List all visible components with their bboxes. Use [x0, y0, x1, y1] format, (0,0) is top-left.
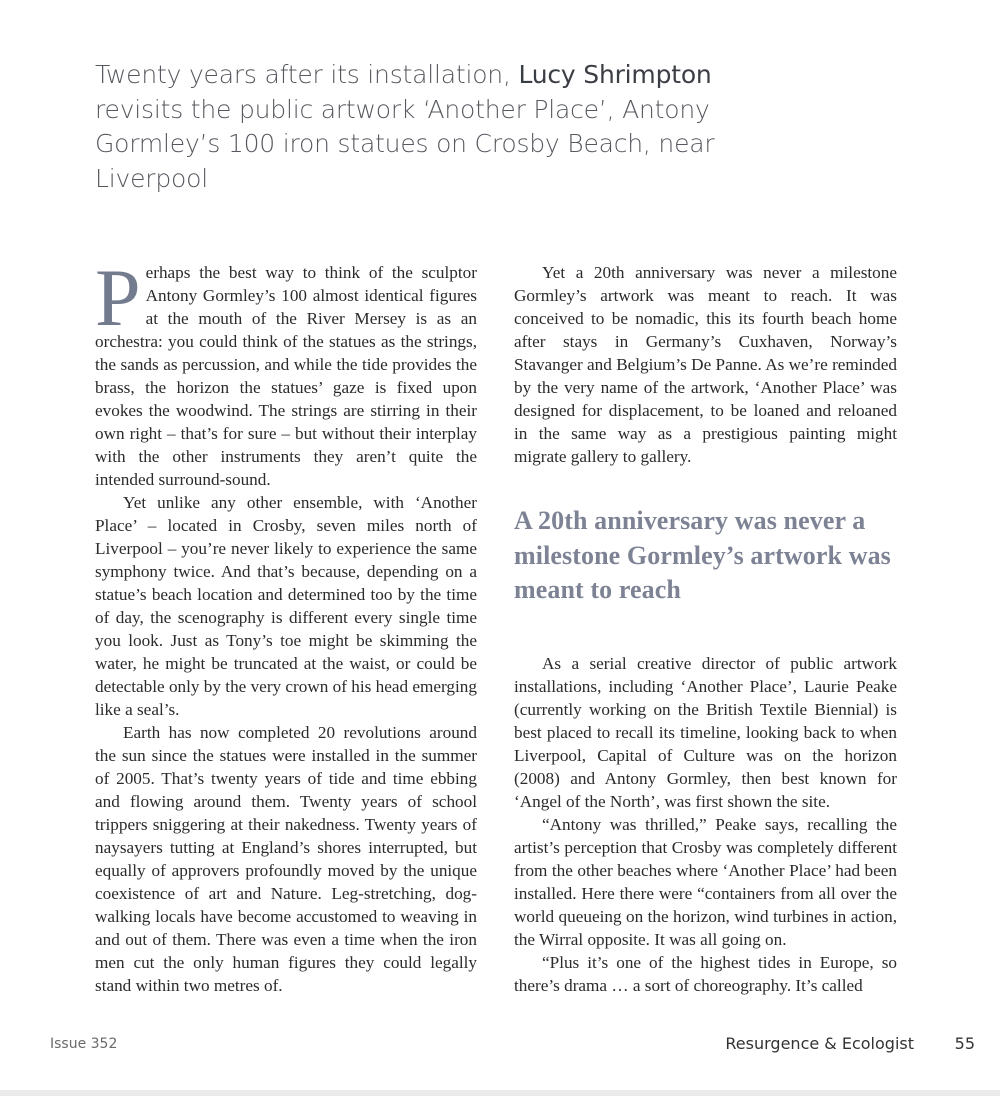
standfirst-rest: revisits the public artwork ‘Another Place’, Antony Gormley’s 100 iron statues on Crosby Beach, near Liverpool [95, 94, 715, 193]
left-column [95, 252, 477, 997]
opening-paragraph-text: erhaps the best way to think of the sculptor Antony Gormley’s 100 almost identical figures at the mouth of the River Mersey is as an orchestra: you could think of the statues as the strings, the sands as percussion, and while the tide provides the brass, the horizon the statues’ gaze is fixed upon evokes the woodwind. The strings are stirring in their own right – that’s for sure – but without their interplay with the other instruments they aren’t quite the intended surround-sound. [95, 263, 477, 489]
page-bottom-edge [0, 1090, 1000, 1096]
drop-cap: P [95, 252, 141, 343]
page-number: 55 [954, 1034, 975, 1053]
body-paragraph: “Plus it’s one of the highest tides in Europe, so there’s drama … a sort of choreography. It’s called [514, 952, 897, 995]
author-name: Lucy Shrimpton [518, 60, 712, 89]
right-column [514, 261, 897, 997]
standfirst [95, 58, 755, 196]
body-paragraph: As a serial creative director of public artwork installations, including ‘Another Place’, Laurie Peake (currently working on the British Textile Biennial) is best placed to recall its timeline, looking back to when Liverpool, Capital of Culture was on the horizon (2008) and Antony Gormley, then best known for ‘Angel of the North’, was first shown the site. [514, 653, 897, 811]
pull-quote: A 20th anniversary was never a milestone Gormley’s artwork was meant to reach [514, 506, 891, 604]
opening-paragraph [95, 252, 477, 491]
magazine-name: Resurgence & Ecologist [725, 1034, 914, 1053]
body-paragraph: Yet unlike any other ensemble, with ‘Another Place’ – located in Crosby, seven miles north of Liverpool – you’re never likely to experience the same symphony twice. And that’s because, depending on a statue’s beach location and determined too by the time of day, the scenography is different every single time you look. Just as Tony’s toe might be skimming the water, he might be truncated at the waist, or could be detectable only by the very crown of his head emerging like a seal’s. [95, 493, 477, 719]
body-paragraph: “Antony was thrilled,” Peake says, recalling the artist’s perception that Crosby was completely different from the other beaches where ‘Another Place’ had been installed. Here there were “containers from all over the world queueing on the horizon, wind turbines in action, the Wirral opposite. It was all going on. [514, 814, 897, 949]
standfirst-intro: Twenty years after its installation, [95, 60, 511, 89]
issue-label: Issue 352 [50, 1036, 118, 1052]
body-paragraph: Yet a 20th anniversary was never a milestone Gormley’s artwork was meant to reach. It was conceived to be nomadic, this its fourth beach home after stays in Germany’s Cuxhaven, Norway’s Stavanger and Belgium’s De Panne. As we’re reminded by the very name of the artwork, ‘Another Place’ was designed for displacement, to be loaned and reloaned in the same way as a prestigious painting might migrate gallery to gallery. [514, 263, 897, 466]
body-paragraph: Earth has now completed 20 revolutions around the sun since the statues were installed in the summer of 2005. That’s twenty years of tide and time ebbing and flowing around them. Twenty years of school trippers sniggering at their nakedness. Twenty years of naysayers tutting at England’s shores interrupted, but equally of approvers profoundly moved by the unique coexistence of art and Nature. Leg-stretching, dog-walking locals have become accustomed to weaving in and out of them. There was even a time when the iron men cut the only human figures they could legally stand within two metres of. [95, 723, 477, 995]
